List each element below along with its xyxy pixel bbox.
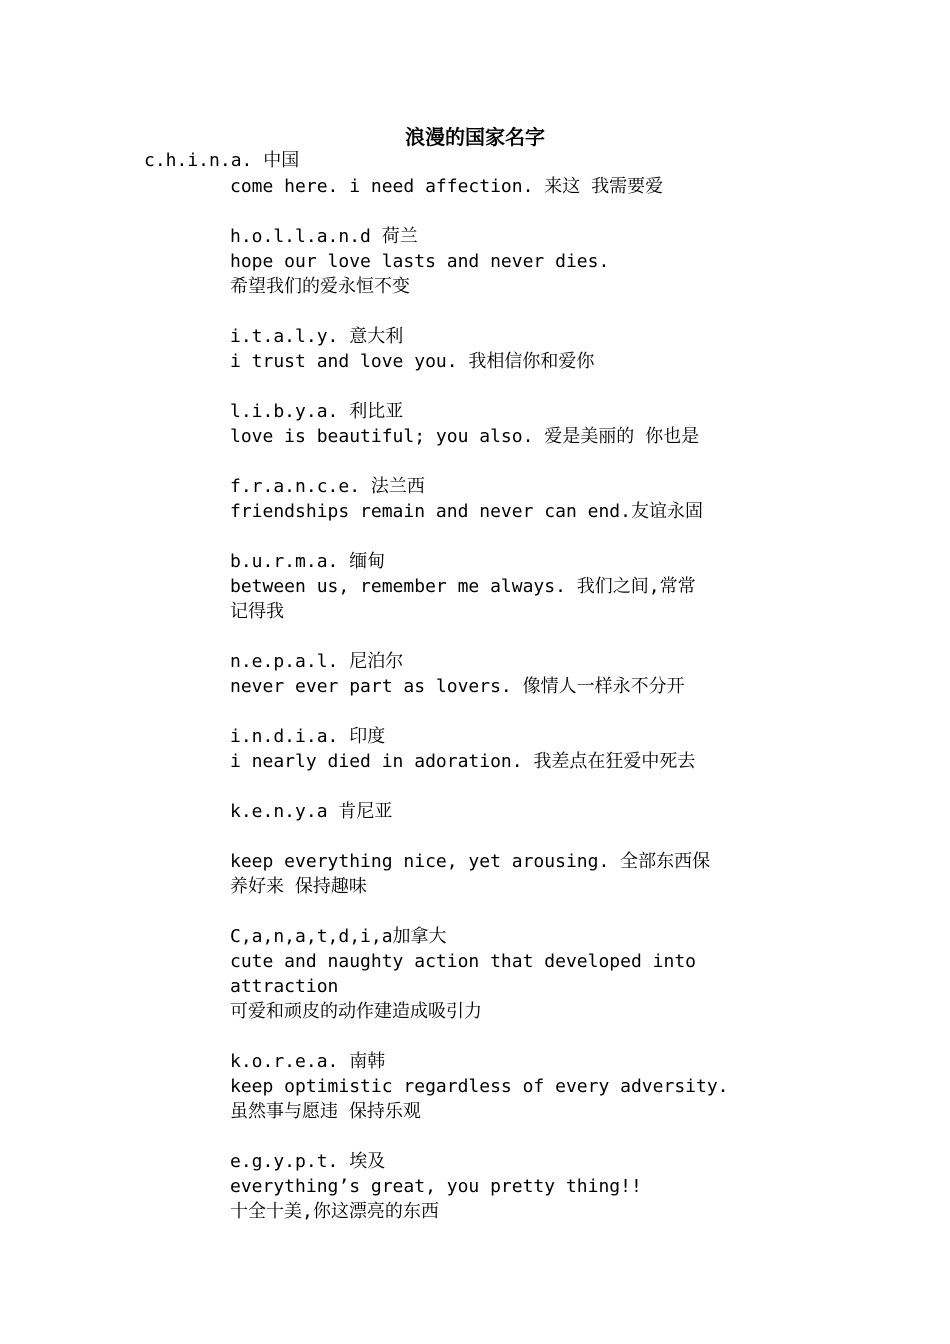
text-line: n.e.p.a.l. 尼泊尔 <box>230 651 404 672</box>
blank-line <box>230 774 740 799</box>
text-line: keep optimistic regardless of every adversity. <box>230 1076 729 1097</box>
text-line: h.o.l.l.a.n.d 荷兰 <box>230 226 418 247</box>
text-line: l.i.b.y.a. 利比亚 <box>230 401 404 422</box>
blank-line <box>230 299 740 324</box>
text-line: friendships remain and never can end.友谊永固 <box>230 501 703 522</box>
entries-body <box>230 174 740 1224</box>
text-line: i.t.a.l.y. 意大利 <box>230 326 404 347</box>
text-line: 十全十美,你这漂亮的东西 <box>230 1201 439 1222</box>
text-line: 记得我 <box>230 601 284 622</box>
blank-line <box>230 824 740 849</box>
text-line: 希望我们的爱永恒不变 <box>230 276 410 297</box>
blank-line <box>230 524 740 549</box>
text-line: never ever part as lovers. 像情人一样永不分开 <box>230 676 685 697</box>
text-line: k.o.r.e.a. 南韩 <box>230 1051 386 1072</box>
text-line: keep everything nice, yet arousing. 全部东西保 <box>230 851 711 872</box>
text-line: love is beautiful; you also. 爱是美丽的 你也是 <box>230 426 700 447</box>
text-line: 虽然事与愿违 保持乐观 <box>230 1101 421 1122</box>
blank-line <box>230 624 740 649</box>
text-line: k.e.n.y.a 肯尼亚 <box>230 801 393 822</box>
page-title: 浪漫的国家名字 <box>405 125 545 149</box>
blank-line <box>230 1124 740 1149</box>
text-line: i nearly died in adoration. 我差点在狂爱中死去 <box>230 751 696 772</box>
text-line: e.g.y.p.t. 埃及 <box>230 1151 386 1172</box>
blank-line <box>230 1024 740 1049</box>
blank-line <box>230 449 740 474</box>
text-line: f.r.a.n.c.e. 法兰西 <box>230 476 425 497</box>
text-line: b.u.r.m.a. 缅甸 <box>230 551 386 572</box>
text-line: attraction <box>230 976 339 997</box>
entry-china-heading: c.h.i.n.a. 中国 <box>144 150 300 171</box>
text-line: everything’s great, you pretty thing!! <box>230 1176 642 1197</box>
text-line: cute and naughty action that developed into <box>230 951 696 972</box>
blank-line <box>230 699 740 724</box>
text-line: i trust and love you. 我相信你和爱你 <box>230 351 595 372</box>
blank-line <box>230 899 740 924</box>
blank-line <box>230 199 740 224</box>
text-line: 可爱和顽皮的动作建造成吸引力 <box>230 1001 482 1022</box>
text-line: C,a,n,a,t,d,i,a加拿大 <box>230 926 447 947</box>
text-line: 养好来 保持趣味 <box>230 876 367 897</box>
text-line: i.n.d.i.a. 印度 <box>230 726 386 747</box>
text-line: come here. i need affection. 来这 我需要爱 <box>230 176 664 197</box>
blank-line <box>230 374 740 399</box>
text-line: hope our love lasts and never dies. <box>230 251 610 272</box>
text-line: between us, remember me always. 我们之间,常常 <box>230 576 696 597</box>
